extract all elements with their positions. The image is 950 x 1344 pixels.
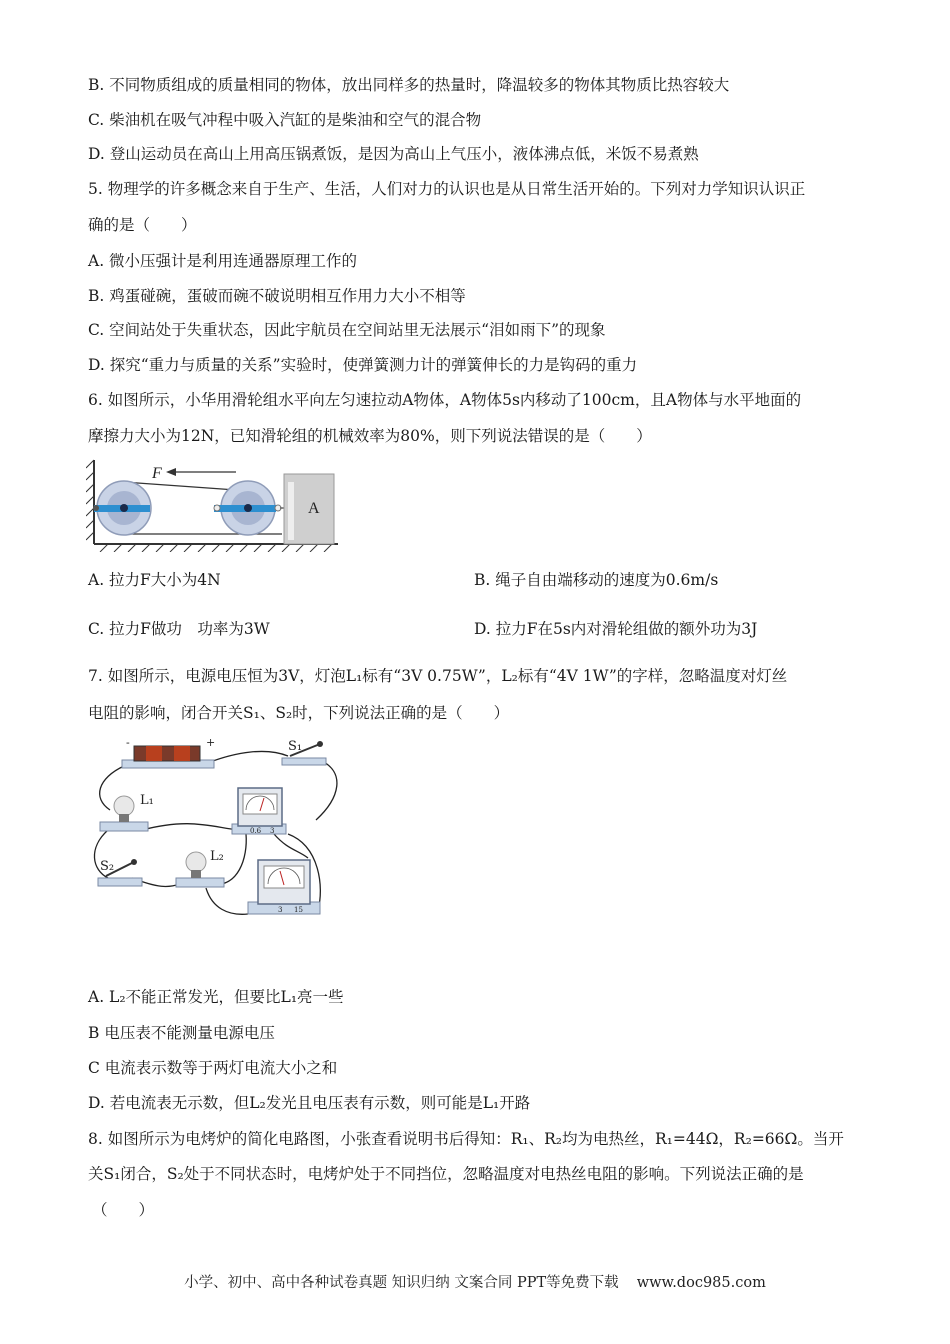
footer-url[interactable]: www.doc985.com [636, 1275, 766, 1291]
page-footer [0, 1271, 950, 1292]
q4-option-b: B. 不同物质组成的质量相同的物体，放出同样多的热量时，降温较多的物体其物质比热容较大 [88, 76, 730, 94]
circuit-figure [88, 738, 348, 920]
q7-option-b: B 电压表不能测量电源电压 [88, 1024, 275, 1042]
voltmeter-scale-label: 3 [278, 906, 283, 914]
q7-option-c: C 电流表示数等于两灯电流大小之和 [88, 1059, 338, 1077]
q7-stem-line2: 电阻的影响，闭合开关S₁、S₂时，下列说法正确的是（ ） [88, 704, 510, 722]
q5-option-a: A. 微小压强计是利用连通器原理工作的 [88, 252, 358, 270]
footer-text: 小学、初中、高中各种试卷真题 知识归纳 文案合同 PPT等免费下载 [184, 1275, 619, 1291]
q8-stem-line2: 关S₁闭合，S₂处于不同状态时，电烤炉处于不同挡位，忽略温度对电热丝电阻的影响。下列说法正确的是 [88, 1165, 804, 1183]
q4-option-d: D. 登山运动员在高山上用高压锅煮饭，是因为高山上气压小，液体沸点低，米饭不易煮熟 [88, 145, 699, 163]
voltmeter-scale-label-2: 15 [294, 906, 303, 914]
switch-s1-label: S₁ [288, 739, 303, 754]
pulley-figure [86, 458, 342, 552]
q6-option-a: A. 拉力F大小为4N [88, 571, 221, 589]
lamp-l1-label: L₁ [140, 793, 154, 808]
q8-stem-line1: 8. 如图所示为电烤炉的简化电路图，小张查看说明书后得知：R₁、R₂均为电热丝，R₁=44Ω，R₂=66Ω。当开 [88, 1130, 844, 1148]
block-a-label: A [308, 500, 320, 517]
switch-s2-label: S₂ [100, 859, 115, 874]
force-f-label: F [152, 465, 162, 482]
q5-stem-line1: 5. 物理学的许多概念来自于生产、生活，人们对力的认识也是从日常生活开始的。下列对力学知识认识正 [88, 180, 806, 198]
q5-option-d: D. 探究“重力与质量的关系”实验时，使弹簧测力计的弹簧伸长的力是钩码的重力 [88, 356, 638, 374]
ammeter-scale-label: 0.6 [250, 827, 262, 835]
q6-stem-line1: 6. 如图所示，小华用滑轮组水平向左匀速拉动A物体，A物体5s内移动了100cm，且A物体与水平地面的 [88, 391, 802, 409]
q7-stem-line1: 7. 如图所示，电源电压恒为3V，灯泡L₁标有“3V 0.75W”，L₂标有“4V 1W”的字样，忽略温度对灯丝 [88, 667, 788, 685]
battery-plus: + [206, 738, 216, 749]
q6-option-c: C. 拉力F做功 功率为3W [88, 620, 270, 638]
battery-minus: - [126, 738, 130, 749]
q6-option-b: B. 绳子自由端移动的速度为0.6m/s [474, 571, 719, 589]
q4-option-c: C. 柴油机在吸气冲程中吸入汽缸的是柴油和空气的混合物 [88, 111, 482, 129]
q5-stem-line2: 确的是（ ） [88, 216, 197, 234]
ammeter-scale-label-2: 3 [270, 827, 275, 835]
q6-stem-line2: 摩擦力大小为12N，已知滑轮组的机械效率为80%，则下列说法错误的是（ ） [88, 427, 652, 445]
q5-option-b: B. 鸡蛋碰碗，蛋破而碗不破说明相互作用力大小不相等 [88, 287, 466, 305]
q6-option-d: D. 拉力F在5s内对滑轮组做的额外功为3J [474, 620, 758, 638]
q7-option-d: D. 若电流表无示数，但L₂发光且电压表有示数，则可能是L₁开路 [88, 1094, 531, 1112]
q5-option-c: C. 空间站处于失重状态，因此宇航员在空间站里无法展示“泪如雨下”的现象 [88, 321, 606, 339]
q8-stem-line3: （ ） [92, 1201, 155, 1219]
lamp-l2-label: L₂ [210, 849, 224, 864]
q7-option-a: A. L₂不能正常发光，但要比L₁亮一些 [88, 988, 344, 1006]
